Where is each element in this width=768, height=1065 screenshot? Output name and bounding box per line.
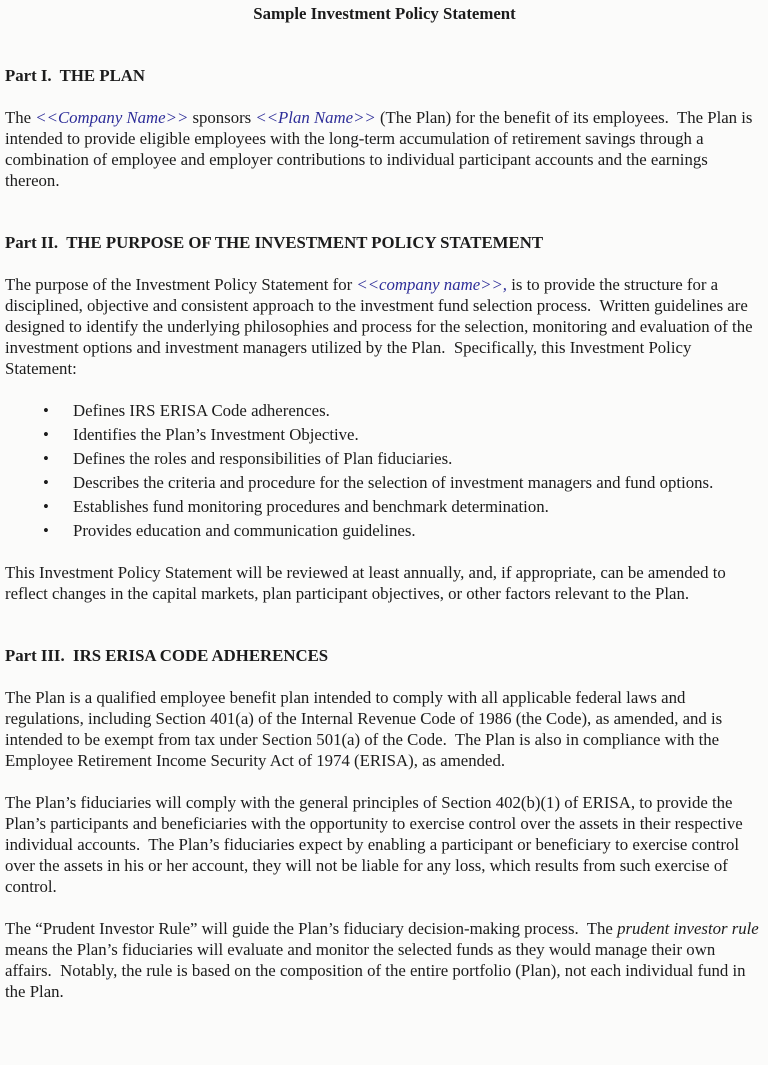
placeholder-field: <<Plan Name>>: [255, 108, 376, 127]
placeholder-field: <<Company Name>>: [35, 108, 189, 127]
bullet-item: [5, 424, 764, 445]
text-run: The Plan’s fiduciaries will comply with the general principles of Section 402(b)(1) of ERISA, to provide the Plan’s participants and beneficiaries with the opportunity to exercise control over the assets in their respective individual accounts. The Plan’s fiduciaries expect by enabling a participant or beneficiary to exercise control over the assets in his or her account, they will not be liable for any loss, which results from such exercise of control.: [5, 793, 747, 896]
text-run: sponsors: [188, 108, 256, 127]
text-run: Part I. THE PLAN: [5, 66, 146, 85]
section-heading: [5, 645, 764, 666]
text-run: The purpose of the Investment Policy Statement for: [5, 275, 357, 294]
section-heading: [5, 65, 764, 86]
text-run: Part III. IRS ERISA CODE ADHERENCES: [5, 646, 329, 665]
paragraph: [5, 918, 764, 1002]
paragraph: [5, 107, 764, 191]
text-run: Provides education and communication guidelines.: [73, 521, 416, 540]
placeholder-field: <<company name>>,: [356, 275, 508, 294]
paragraph: [5, 274, 764, 379]
text-run: The Plan is a qualified employee benefit plan intended to comply with all applicable federal laws and regulations, including Section 401(a) of the Internal Revenue Code of 1986 (the Code), as amended, and is intended to be exempt from tax under Section 501(a) of the Code. The Plan is also in compliance with the Employee Retirement Income Security Act of 1974 (ERISA), as amended.: [5, 688, 727, 770]
bullet-item: [5, 520, 764, 541]
text-run: is to provide the structure for a disciplined, objective and consistent approach to the investment fund selection process. Written guidelines are designed to identify the underlying philosophies and process for the selection, monitoring and evaluation of the investment options and investment managers utilized by the Plan. Specifically, this Investment Policy Statement:: [5, 275, 757, 378]
section-heading: [5, 232, 764, 253]
text-run: (The Plan) for the benefit of its employees. The Plan is intended to provide eligible employees with the long-term accumulation of retirement savings through a combination of employee and employer contributions to individual participant accounts and the earnings thereon.: [5, 108, 757, 190]
text-run: The “Prudent Investor Rule” will guide the Plan’s fiduciary decision-making process. The: [5, 919, 618, 938]
italic-text: prudent investor rule: [617, 919, 759, 938]
text-run: Describes the criteria and procedure for the selection of investment managers and fund options.: [73, 473, 714, 492]
text-run: Defines the roles and responsibilities of Plan fiduciaries.: [73, 449, 453, 468]
doc-body: [5, 65, 764, 1002]
text-run: Establishes fund monitoring procedures and benchmark determination.: [73, 497, 549, 516]
text-run: Identifies the Plan’s Investment Objective.: [73, 425, 359, 444]
bullet-item: [5, 448, 764, 469]
text-run: This Investment Policy Statement will be reviewed at least annually, and, if appropriate, can be amended to reflect changes in the capital markets, plan participant objectives, or other factors relevant to the Plan.: [5, 563, 730, 603]
paragraph: [5, 792, 764, 897]
bullet-item: [5, 496, 764, 517]
paragraph: [5, 687, 764, 771]
bullet-list: [5, 400, 764, 541]
document-title: Sample Investment Policy Statement: [253, 4, 516, 23]
text-run: means the Plan’s fiduciaries will evaluate and monitor the selected funds as they would manage their own affairs. Notably, the rule is based on the composition of the entire portfolio (Plan), not each individual fund in the Plan.: [5, 919, 763, 1001]
text-run: Part II. THE PURPOSE OF THE INVESTMENT POLICY STATEMENT: [5, 233, 544, 252]
bullet-item: [5, 472, 764, 493]
text-run: The: [5, 108, 36, 127]
bullet-item: [5, 400, 764, 421]
paragraph: [5, 562, 764, 604]
text-run: Defines IRS ERISA Code adherences.: [73, 401, 330, 420]
